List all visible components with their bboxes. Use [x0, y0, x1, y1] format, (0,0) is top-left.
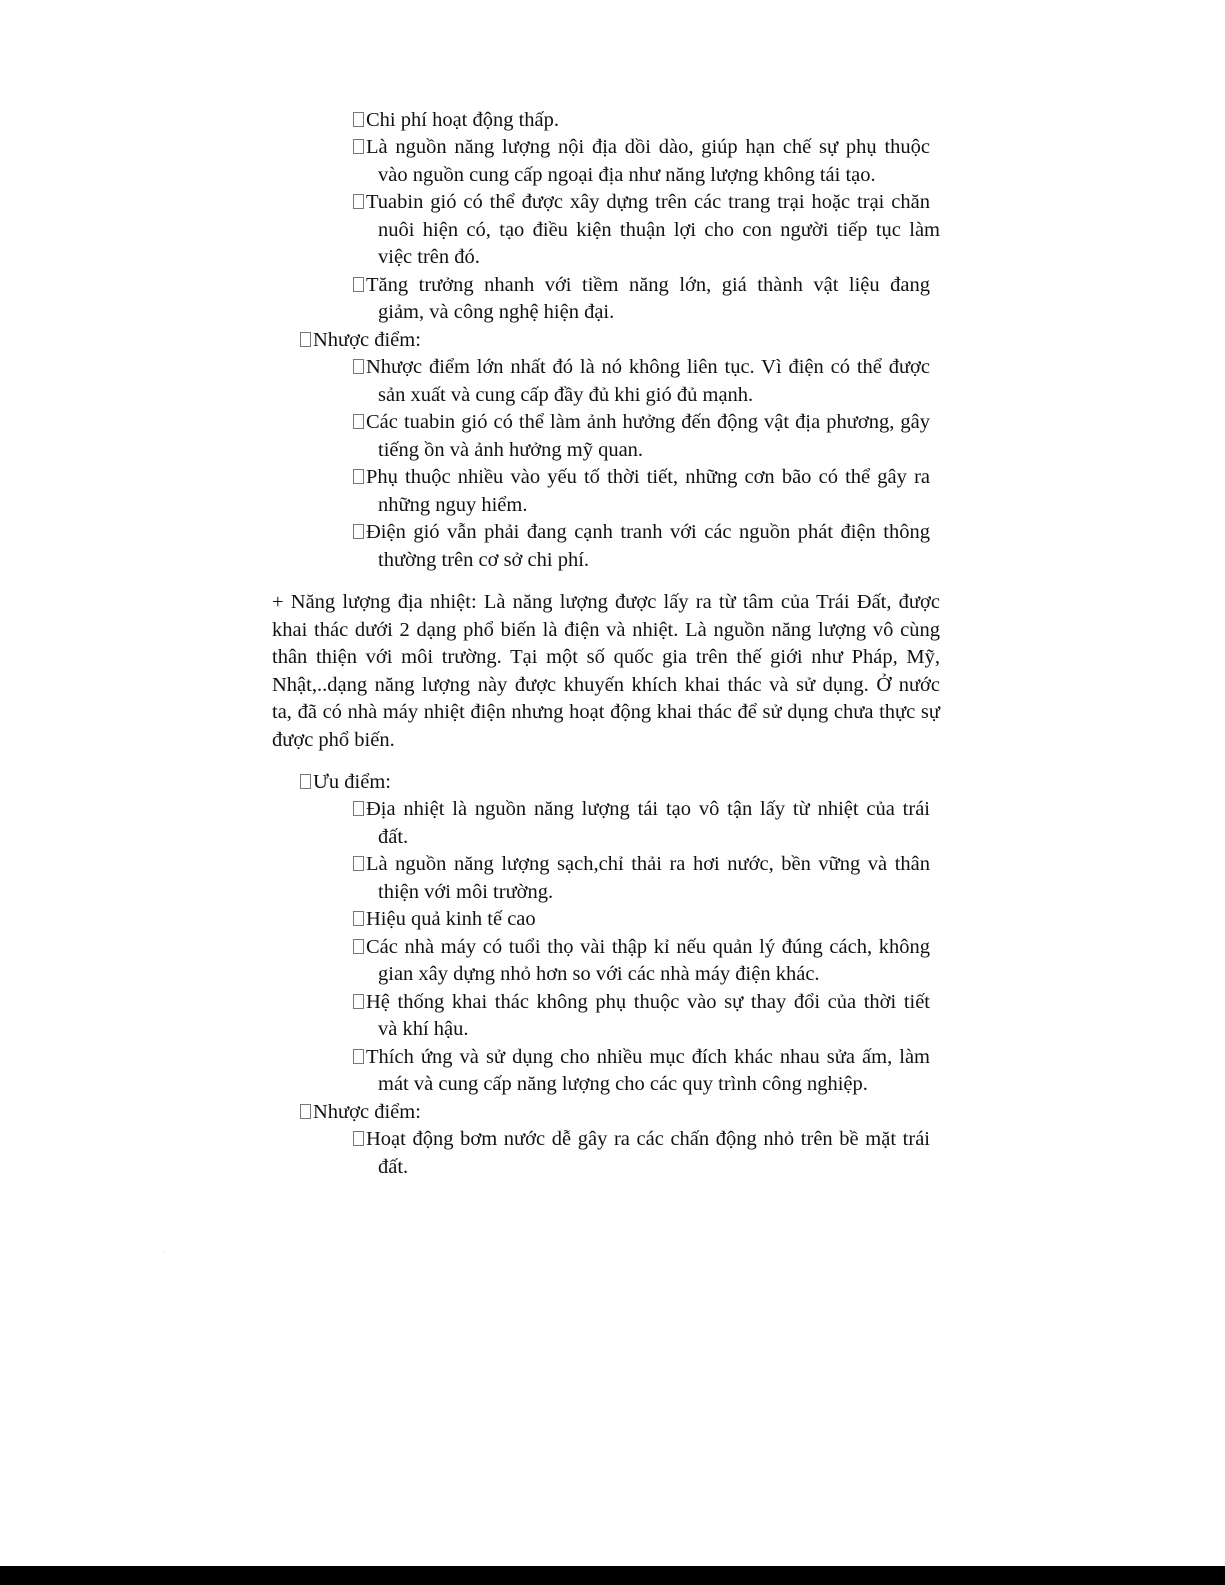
heading-text: Ưu điểm:	[313, 771, 391, 793]
bullet-item	[353, 520, 930, 544]
item-line: Các nhà máy có tuổi thọ vài thập kỉ nếu quản lý đúng cách, không	[366, 936, 930, 958]
paragraph-line: thân thiện với môi trường. Tại một số quốc gia trên thế giới như Pháp, Mỹ,	[272, 646, 940, 668]
paragraph-line: được phổ biến.	[272, 729, 395, 751]
item-line: Là nguồn năng lượng nội địa dồi dào, giúp hạn chế sự phụ thuộc	[366, 136, 930, 158]
bullet-item	[353, 355, 930, 379]
item-continuation: vào nguồn cung cấp ngoại địa như năng lượng không tái tạo.	[378, 164, 876, 186]
bullet-box-icon	[353, 277, 364, 292]
item-continuation: tiếng ồn và ảnh hưởng mỹ quan.	[378, 439, 644, 461]
bullet-item	[353, 797, 930, 821]
item-continuation: nuôi hiện có, tạo điều kiện thuận lợi cho con người tiếp tục làm	[378, 219, 940, 241]
section-heading	[300, 1100, 421, 1124]
bullet-box-icon	[353, 524, 364, 539]
bullet-box-icon	[353, 194, 364, 209]
bullet-box-icon	[353, 469, 364, 484]
item-continuation: mát và cung cấp năng lượng cho các quy trình công nghiệp.	[378, 1073, 868, 1095]
item-line: Hiệu quả kinh tế cao	[366, 908, 536, 930]
item-continuation: thường trên cơ sở chi phí.	[378, 549, 590, 571]
item-continuation: đất.	[378, 826, 409, 848]
bullet-box-icon	[300, 332, 311, 347]
item-line: Thích ứng và sử dụng cho nhiều mục đích khác nhau sửa ấm, làm	[366, 1046, 930, 1068]
bullet-box-icon	[353, 414, 364, 429]
item-continuation: việc trên đó.	[378, 246, 480, 268]
paragraph-line: Nhật,..dạng năng lượng này được khuyến khích khai thác và sử dụng. Ở nước	[272, 674, 940, 696]
item-continuation: thiện với môi trường.	[378, 881, 554, 903]
scan-speck	[163, 1252, 164, 1253]
bullet-item	[353, 907, 536, 931]
item-line: Nhược điểm lớn nhất đó là nó không liên tục. Vì điện có thể được	[366, 356, 930, 378]
bullet-item	[353, 273, 930, 297]
item-line: Hệ thống khai thác không phụ thuộc vào sự thay đổi của thời tiết	[366, 991, 930, 1013]
section-heading	[300, 328, 421, 352]
item-continuation: và khí hậu.	[378, 1018, 469, 1040]
bullet-box-icon	[353, 939, 364, 954]
bullet-box-icon	[353, 911, 364, 926]
item-continuation: gian xây dựng nhỏ hơn so với các nhà máy điện khác.	[378, 963, 820, 985]
bullet-item	[353, 410, 930, 434]
item-line: Phụ thuộc nhiều vào yếu tố thời tiết, những cơn bão có thể gây ra	[366, 466, 930, 488]
bullet-box-icon	[353, 994, 364, 1009]
item-line: Tuabin gió có thể được xây dựng trên các trang trại hoặc trại chăn	[366, 191, 930, 213]
bullet-item	[353, 1127, 930, 1151]
item-continuation: sản xuất và cung cấp đầy đủ khi gió đủ mạnh.	[378, 384, 754, 406]
bullet-box-icon	[353, 1131, 364, 1146]
item-line: Tăng trưởng nhanh với tiềm năng lớn, giá thành vật liệu đang	[366, 274, 930, 296]
bullet-box-icon	[353, 856, 364, 871]
item-line: Chi phí hoạt động thấp.	[366, 109, 560, 131]
item-continuation: những nguy hiểm.	[378, 494, 528, 516]
bullet-item	[353, 108, 559, 132]
item-line: Hoạt động bơm nước dễ gây ra các chấn động nhỏ trên bề mặt trái	[366, 1128, 930, 1150]
item-line: Điện gió vẫn phải đang cạnh tranh với các nguồn phát điện thông	[366, 521, 930, 543]
bullet-box-icon	[353, 359, 364, 374]
bullet-item	[353, 852, 930, 876]
bullet-item	[353, 1045, 930, 1069]
bullet-item	[353, 465, 930, 489]
bullet-box-icon	[353, 139, 364, 154]
paragraph-line: ta, đã có nhà máy nhiệt điện nhưng hoạt động khai thác để sử dụng chưa thực sự	[272, 701, 940, 723]
bullet-box-icon	[353, 801, 364, 816]
bullet-item	[353, 135, 930, 159]
bullet-box-icon	[353, 112, 364, 127]
bullet-item	[353, 990, 930, 1014]
heading-text: Nhược điểm:	[313, 329, 421, 351]
bullet-box-icon	[300, 774, 311, 789]
paragraph-line: + Năng lượng địa nhiệt: Là năng lượng được lấy ra từ tâm của Trái Đất, được	[272, 591, 940, 613]
item-continuation: giảm, và công nghệ hiện đại.	[378, 301, 615, 323]
bottom-border-bar	[0, 1566, 1225, 1585]
heading-text: Nhược điểm:	[313, 1101, 421, 1123]
item-line: Là nguồn năng lượng sạch,chỉ thải ra hơi nước, bền vững và thân	[366, 853, 930, 875]
bullet-box-icon	[300, 1104, 311, 1119]
item-line: Các tuabin gió có thể làm ảnh hưởng đến động vật địa phương, gây	[366, 411, 930, 433]
bullet-item	[353, 935, 930, 959]
item-line: Địa nhiệt là nguồn năng lượng tái tạo vô tận lấy từ nhiệt của trái	[366, 798, 930, 820]
item-continuation: đất.	[378, 1156, 409, 1178]
section-heading	[300, 770, 391, 794]
paragraph-line: khai thác dưới 2 dạng phổ biến là điện và nhiệt. Là nguồn năng lượng vô cùng	[272, 619, 940, 641]
bullet-box-icon	[353, 1049, 364, 1064]
bullet-item	[353, 190, 930, 214]
